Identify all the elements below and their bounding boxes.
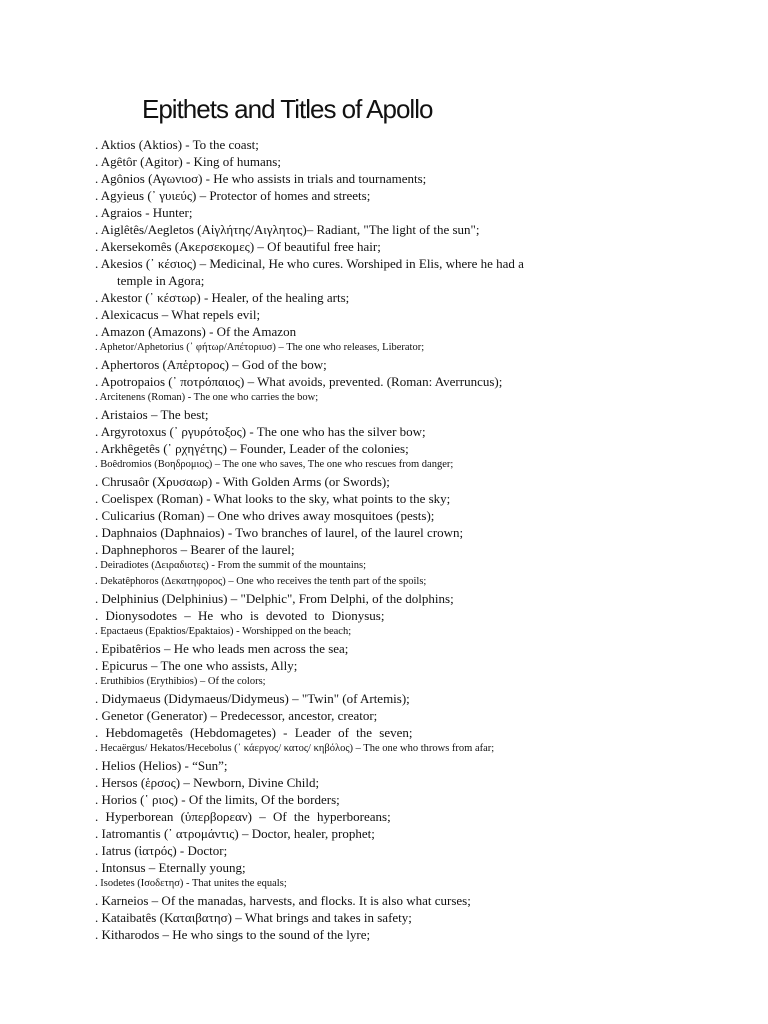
list-item-text: . Kataibatês (Καταιβατησ) – What brings and takes in safety; [95, 910, 412, 925]
list-item [95, 741, 755, 757]
list-item [95, 624, 755, 640]
list-item [95, 136, 755, 153]
list-item-text: . Agyieus (᾿ γυιεύς) – Protector of homes and streets; [95, 188, 371, 203]
list-item-text: . Epactaeus (Epaktios/Epaktaios) - Worshipped on the beach; [95, 626, 352, 637]
list-item-text: . Aiglêtês/Aegletos (Αἰγλήτης/Αιγλητος)– Radiant, "The light of the sun"; [95, 222, 480, 237]
list-item-text: . Kitharodos – He who sings to the sound of the lyre; [95, 927, 371, 942]
list-item [95, 490, 755, 507]
list-item [95, 406, 755, 423]
list-item [95, 507, 755, 524]
list-item-text: . Genetor (Generator) – Predecessor, ancestor, creator; [95, 708, 378, 723]
list-item-text: . Aristaios – The best; [95, 407, 209, 422]
list-item-text: . Delphinius (Delphinius) – "Delphic", From Delphi, of the dolphins; [95, 591, 454, 606]
list-item-text: . Alexicacus – What repels evil; [95, 307, 261, 322]
list-item-text: . Aktios (Aktios) - To the coast; [95, 137, 259, 152]
list-item [95, 356, 755, 373]
list-item-text: . Iatrus (ἰατρός) - Doctor; [95, 843, 228, 858]
list-item [95, 791, 755, 808]
list-item [95, 323, 755, 340]
list-item [95, 724, 755, 741]
list-item-text: . Akesios (᾿ κέσιος) – Medicinal, He who cures. Worshiped in Elis, where he had a [95, 256, 524, 271]
list-item-text: . Hecaërgus/ Hekatos/Hecebolus (᾿ κάεργος/ κατος/ κηβόλος) – The one who throws from afar; [95, 743, 495, 754]
list-item-text: . Epibatêrios – He who leads men across the sea; [95, 641, 349, 656]
list-item [95, 238, 755, 255]
list-item [95, 373, 755, 390]
list-item [95, 707, 755, 724]
list-item-text: . Horios (῾ ριος) - Of the limits, Of the borders; [95, 792, 340, 807]
list-item-text: . Agônios (Αγωνιοσ) - He who assists in trials and tournaments; [95, 171, 427, 186]
list-item [95, 657, 755, 674]
list-item [95, 423, 755, 440]
list-item-text: . Dionysodotes – He who is devoted to Dionysus; [95, 608, 385, 623]
list-item-text: . Culicarius (Roman) – One who drives away mosquitoes (pests); [95, 508, 435, 523]
list-item [95, 842, 755, 859]
list-item-text: . Intonsus – Eternally young; [95, 860, 246, 875]
list-item-text: . Chrusaôr (Χρυσαωρ) - With Golden Arms (or Swords); [95, 474, 390, 489]
list-item [95, 690, 755, 707]
list-item [95, 457, 755, 473]
list-item-text: . Argyrotoxus (᾿ ργυρότοξος) - The one who has the silver bow; [95, 424, 426, 439]
list-item [95, 221, 755, 238]
list-item [95, 153, 755, 170]
list-item-text: . Helios (Helios) - “Sun”; [95, 758, 228, 773]
list-item-text: . Coelispex (Roman) - What looks to the sky, what points to the sky; [95, 491, 451, 506]
list-item [95, 558, 755, 574]
list-item-text: . Akersekomês (Ακερσεκομες) – Of beautiful free hair; [95, 239, 381, 254]
list-item-text: . Daphnephoros – Bearer of the laurel; [95, 542, 295, 557]
list-item [95, 909, 755, 926]
list-item-text: . Iatromantis (᾿ ατρομάντις) – Doctor, healer, prophet; [95, 826, 375, 841]
list-item-text: . Arkhêgetês (᾿ ρχηγέτης) – Founder, Leader of the colonies; [95, 441, 409, 456]
list-item-text: . Hyperborean (ὑπερβορεαν) – Of the hyperboreans; [95, 809, 391, 824]
list-item [95, 574, 755, 590]
list-item-text: . Amazon (Amazons) - Of the Amazon [95, 324, 297, 339]
list-item [95, 390, 755, 406]
list-item-text: . Hersos (ἑρσος) – Newborn, Divine Child; [95, 775, 320, 790]
list-item [95, 774, 755, 791]
list-item [95, 674, 755, 690]
list-item [95, 757, 755, 774]
list-item [95, 170, 755, 187]
list-item-text: . Apotropaios (᾿ ποτρόπαιος) – What avoids, prevented. (Roman: Averruncus); [95, 374, 503, 389]
list-item-text: . Hebdomagetês (Hebdomagetes) - Leader of the seven; [95, 725, 413, 740]
list-item-text: . Aphetor/Aphetorius (᾿ φήτωρ/Απέτοριυσ) – The one who releases, Liberator; [95, 342, 425, 353]
list-item [95, 590, 755, 607]
list-item [95, 808, 755, 825]
list-item [95, 524, 755, 541]
list-item-text: . Didymaeus (Didymaeus/Didymeus) – "Twin" (of Artemis); [95, 691, 410, 706]
page-title: Epithets and Titles of Apollo [142, 94, 433, 124]
list-item [95, 473, 755, 490]
list-item [95, 607, 755, 624]
list-item [95, 859, 755, 876]
list-item [95, 255, 755, 289]
list-item-text: . Isodetes (Ισοδετησ) - That unites the equals; [95, 878, 287, 889]
epithet-list [95, 136, 755, 943]
list-item [95, 187, 755, 204]
list-item-text: . Karneios – Of the manadas, harvests, and flocks. It is also what curses; [95, 893, 471, 908]
list-item-text: . Deiradiotes (Δειραδιοτες) - From the summit of the mountains; [95, 560, 367, 571]
list-item-text: . Boêdromios (Βοηδρομιος) – The one who saves, The one who rescues from danger; [95, 459, 454, 470]
list-item-text: . Arcitenens (Roman) - The one who carries the bow; [95, 392, 319, 403]
list-item [95, 640, 755, 657]
list-item [95, 440, 755, 457]
list-item-text: . Dekatêphoros (Δεκατηφορος) – One who receives the tenth part of the spoils; [95, 576, 427, 587]
list-item [95, 541, 755, 558]
list-item [95, 876, 755, 892]
list-item [95, 289, 755, 306]
list-item-text: . Agraios - Hunter; [95, 205, 193, 220]
list-item-continuation: temple in Agora; [117, 273, 205, 288]
list-item [95, 340, 755, 356]
list-item [95, 926, 755, 943]
list-item-text: . Epicurus – The one who assists, Ally; [95, 658, 298, 673]
list-item-text: . Daphnaios (Daphnaios) - Two branches of laurel, of the laurel crown; [95, 525, 464, 540]
list-item-text: . Agêtôr (Agitor) - King of humans; [95, 154, 281, 169]
list-item [95, 204, 755, 221]
list-item-text: . Aphertoros (Απἑρτορος) – God of the bow; [95, 357, 327, 372]
list-item-text: . Eruthibios (Erythibios) – Of the colors; [95, 676, 266, 687]
list-item [95, 825, 755, 842]
list-item [95, 306, 755, 323]
list-item [95, 892, 755, 909]
list-item-text: . Akestor (᾿ κέστωρ) - Healer, of the healing arts; [95, 290, 350, 305]
